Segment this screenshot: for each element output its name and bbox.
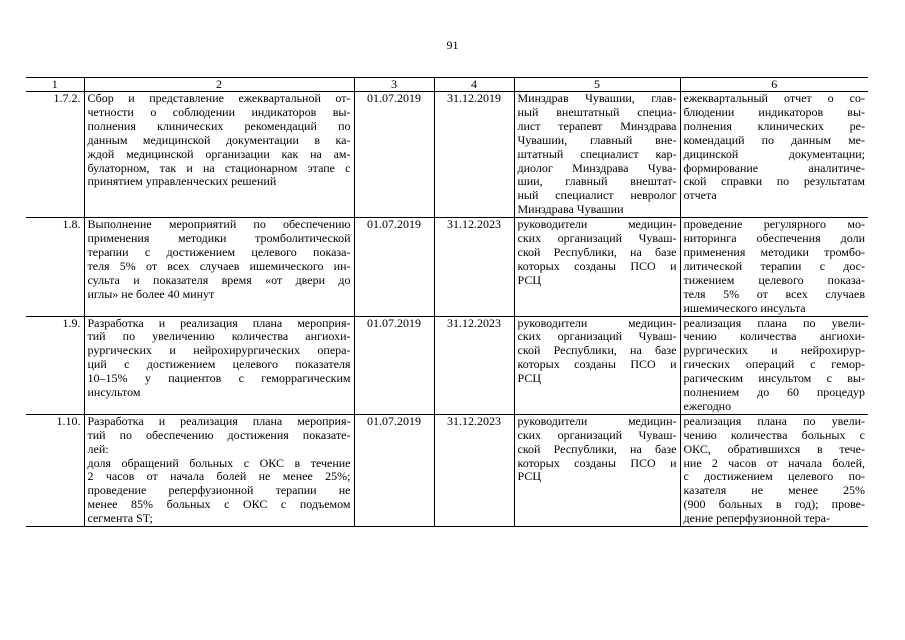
start-date: 01.07.2019 [354,414,434,526]
column-header-1: 1 [26,78,84,92]
responsible-line: Минздрав Чувашии, глав- [517,91,677,105]
result-line: литической терапии с дос- [683,258,865,273]
task-cell [84,92,354,218]
task-line: принятием управленческих решений [87,174,277,189]
result-line: ежегодно [683,398,732,413]
result-line: ишемического инсульта [683,300,806,315]
task-line: полнения клинических рекомендаций по [87,118,351,133]
task-line: теля 5% от всех случаев ишемического ин- [87,258,351,273]
task-line: иглы» не более 40 минут [87,286,215,301]
task-line: ций с достижением целевого показателя [87,357,351,372]
result-line: комендаций по данным ме- [683,132,865,147]
responsible-line: Чувашии, главный вне- [517,132,677,147]
responsible-line: РСЦ [517,469,541,484]
responsible-cell [514,218,680,316]
end-date: 31.12.2023 [434,218,514,316]
row-number: 1.7.2. [26,92,84,218]
responsible-line: которых созданы ПСО и [517,258,677,273]
table-row [26,218,868,316]
column-header-4: 4 [434,78,514,92]
task-line: Разработка и реализация плана мероприя- [87,315,351,330]
responsible-cell [514,92,680,218]
result-line: блюдении индикаторов вы- [683,104,865,119]
task-line: данным медицинской документации в ка- [87,132,351,147]
measures-table [26,77,868,527]
responsible-line: руководители медицин- [517,217,677,232]
responsible-line: которых созданы ПСО и [517,357,677,372]
result-line: отчета [683,188,717,203]
result-line: дение реперфузионной тера- [683,511,830,526]
responsible-line: ских организаций Чуваш- [517,231,677,246]
task-line: 2 часов от начала болей не менее 25%; [87,469,351,484]
result-cell [680,92,868,218]
result-line: формирование аналитиче- [683,160,865,175]
responsible-line: штатный специалист кар- [517,146,677,161]
result-line: теля 5% от всех случаев [683,286,865,301]
task-cell [84,316,354,414]
row-number: 1.10. [26,414,84,526]
column-header-2: 2 [84,78,354,92]
header-row [26,78,868,92]
row-number: 1.8. [26,218,84,316]
end-date: 31.12.2019 [434,92,514,218]
responsible-line: руководители медицин- [517,315,677,330]
result-line: реализация плана по увели- [683,315,865,330]
task-line: Выполнение мероприятий по обеспечению [87,217,351,232]
task-line: сегмента ST; [87,511,153,526]
responsible-line: которых созданы ПСО и [517,455,677,470]
row-number: 1.9. [26,316,84,414]
table-row [26,316,868,414]
responsible-line: ской Республики, на базе [517,441,677,456]
table-row [26,414,868,526]
page-number: 91 [446,38,459,52]
responsible-cell [514,316,680,414]
task-line: терапии с достижением целевого показа- [87,244,351,259]
result-line: полнением до 60 процедур [683,385,865,400]
column-header-6: 6 [680,78,868,92]
task-line: сульта и показателя время «от двери до [87,272,351,287]
result-line: дицинской документации; [683,146,865,161]
result-line: (900 больных в год); прове- [683,497,865,512]
responsible-line: шии, главный внештат- [517,174,677,189]
result-line: ниторинга обеспечения доли [683,231,865,246]
task-line: тий по обеспечению достижения показате- [87,427,351,442]
responsible-line: руководители медицин- [517,413,677,428]
task-line: проведение реперфузионной терапии не [87,483,351,498]
result-line: полнения клинических ре- [683,118,865,133]
result-line: казателя не менее 25% [683,483,865,498]
result-line: с достижением целевого по- [683,469,865,484]
result-line: тижением целевого показа- [683,272,865,287]
result-line: ОКС, обратившихся в тече- [683,441,865,456]
task-line: булаторном, так и на стационарном этапе с [87,160,351,175]
end-date: 31.12.2023 [434,316,514,414]
start-date: 01.07.2019 [354,218,434,316]
result-line: чению количества ангиохи- [683,329,865,344]
column-header-5: 5 [514,78,680,92]
result-cell [680,218,868,316]
task-cell [84,414,354,526]
responsible-cell [514,414,680,526]
result-line: ской справки по результатам [683,174,865,189]
responsible-line: Минздрава Чувашии [517,202,624,217]
result-cell [680,414,868,526]
column-header-3: 3 [354,78,434,92]
result-line: рургических и нейрохирур- [683,343,865,358]
responsible-line: лист терапевт Минздрава [517,118,677,133]
result-line: ние 2 часов от начала болей, [683,455,865,470]
responsible-line: ный внештатный специа- [517,104,677,119]
table-row [26,92,868,218]
result-line: чению количества больных с [683,427,865,442]
result-line: ежеквартальный отчет о со- [683,91,865,105]
result-line: рагическим инсультом с вы- [683,371,865,386]
responsible-line: ских организаций Чуваш- [517,427,677,442]
task-line: рургических и нейрохирургических опера- [87,343,351,358]
task-line: ждой медицинской организации как на ам- [87,146,351,161]
task-line: 10–15% у пациентов с геморрагическим [87,371,351,386]
responsible-line: РСЦ [517,371,541,386]
task-line: Разработка и реализация плана мероприя- [87,413,351,428]
result-line: гических операций с гемор- [683,357,865,372]
result-line: реализация плана по увели- [683,413,865,428]
task-line: Сбор и представление ежеквартальной от- [87,91,351,105]
task-line: лей: [87,441,109,456]
task-line: менее 85% больных с ОКС с подъемом [87,497,351,512]
result-line: применения методики тромбо- [683,244,865,259]
task-line: инсультом [87,385,141,400]
task-line: доля обращений больных с ОКС в течение [87,455,351,470]
result-cell [680,316,868,414]
task-line: тий по увеличению количества ангиохи- [87,329,351,344]
responsible-line: ских организаций Чуваш- [517,329,677,344]
responsible-line: РСЦ [517,272,541,287]
responsible-line: ской Республики, на базе [517,244,677,259]
result-line: проведение регулярного мо- [683,217,865,232]
responsible-line: ской Республики, на базе [517,343,677,358]
start-date: 01.07.2019 [354,92,434,218]
start-date: 01.07.2019 [354,316,434,414]
task-line: применения методики тромболитической [87,231,351,246]
task-cell [84,218,354,316]
responsible-line: диолог Минздрава Чува- [517,160,677,175]
end-date: 31.12.2023 [434,414,514,526]
responsible-line: ный специалист невролог [517,188,677,203]
task-line: четности о соблюдении индикаторов вы- [87,104,351,119]
